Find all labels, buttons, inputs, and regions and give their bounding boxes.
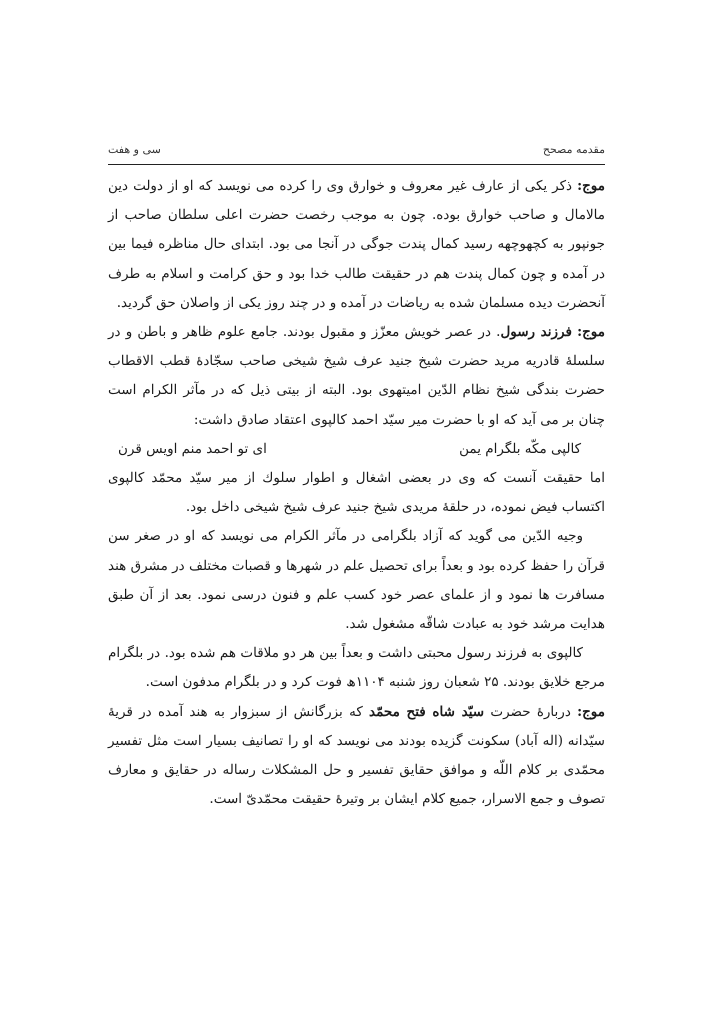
running-header [108,143,605,163]
header-page-number: سی و هفت [108,143,161,156]
paragraph-text: دربارهٔ حضرت [490,703,571,720]
verse-hemistich-left: ای تو احمد منم اویس قرن [118,440,267,457]
paragraph-text: . در عصر خویش معزّز و مقبول بودند. جامع علوم ظاهر و باطن و در سلسلهٔ قادریه مرید حضرت شیخ جنید عرف شیخ شیخی صاحب سجّادهٔ قطب الاقطاب حضرت بندگی شیخ نظام الدّین امیتهوی بود. البته از بیتی ذیل که در مآثر الکرام است چنان بر می آید که او با حضرت میر سیّد احمد کالپوی اعتقاد صادق داشت: [108,324,605,428]
verse-hemistich-right: کالپی مکّه بلگرام یمن [459,440,581,457]
mauj-label: موج: [577,324,605,341]
paragraph-wajih: وجیه الدّین می گوید که آزاد بلگرامی در مآثر الکرام می نویسد که او در صغر سن قرآن را حفظ کرده بود و بعداً برای تحصیل علم در شهرها و قصبات مختلف در مشرق هند مسافرت ها نمود و از علمای عصر خود کسب علم و فنون درسی نمود. بعد از آن طبق هدایت مرشد خود به عبادت شاقّه مشغول شد. [108,528,605,633]
paragraph-text: که بزرگانش از سبزوار به هند آمده در قریهٔ سیّدانه (اله آباد) سکونت گزیده بودند می نویسد که او را تصانیف بسیار است مثل تفسیر محمّدی بر کلام اللّه و موافق حقایق تفسیر و حل المشکلات رساله در حقایق و معارف تصوف و جمع الاسرار، جمیع کلام ایشان بر وتیرهٔ حقیقت محمّدیّ است. [108,703,605,808]
verse-couplet [108,435,605,464]
header-rule [108,164,605,165]
mauj-label: موج: [577,703,605,720]
page-body [108,172,605,814]
paragraph-mauj-2 [108,318,605,435]
entry-title: سیّد شاه فتح محمّد [369,703,485,720]
paragraph-text: ذکر یکی از عارف غیر معروف و خوارق وی را کرده می نویسد که او از دولت دین مالامال و صاحب خوارق بوده. چون به موجب رخصت حضرت اعلی سلطان صاحب از جونپور به کچھوچھه رسید کمال پندت جوگی در آنجا می بود. ابتدای حال مناظره فیما بین در آمده و چون کمال پندت هم در حقیقت طالب خدا بود و حق کرامت و اسلام به طرف آنحضرت دیده مسلمان شده به ریاضات در آمده و در چند روز یکی از واصلان حق گردید. [108,178,605,311]
mauj-label: موج: [577,178,606,194]
paragraph-mauj-1 [108,172,605,318]
header-section-title: مقدمه مصحح [542,143,605,156]
paragraph-after-verse: اما حقیقت آنست که وی در بعضی اشغال و اطوار سلوك از میر سیّد محمّد کالپوی اکتساب فیض نموده، در حلقهٔ مریدی شیخ جنید عرف شیخ شیخی داخل بود. [108,470,605,516]
entry-title: فرزند رسول [500,324,572,341]
paragraph-mauj-3 [108,698,605,815]
paragraph-kalpavi: کالپوی به فرزند رسول محبتی داشت و بعداً بین هر دو ملاقات هم شده بود. در بلگرام مرجع خلایق بودند. ۲۵ شعبان روز شنبه ۱۱۰۴ھ فوت کرد و در بلگرام مدفون است. [108,645,605,691]
